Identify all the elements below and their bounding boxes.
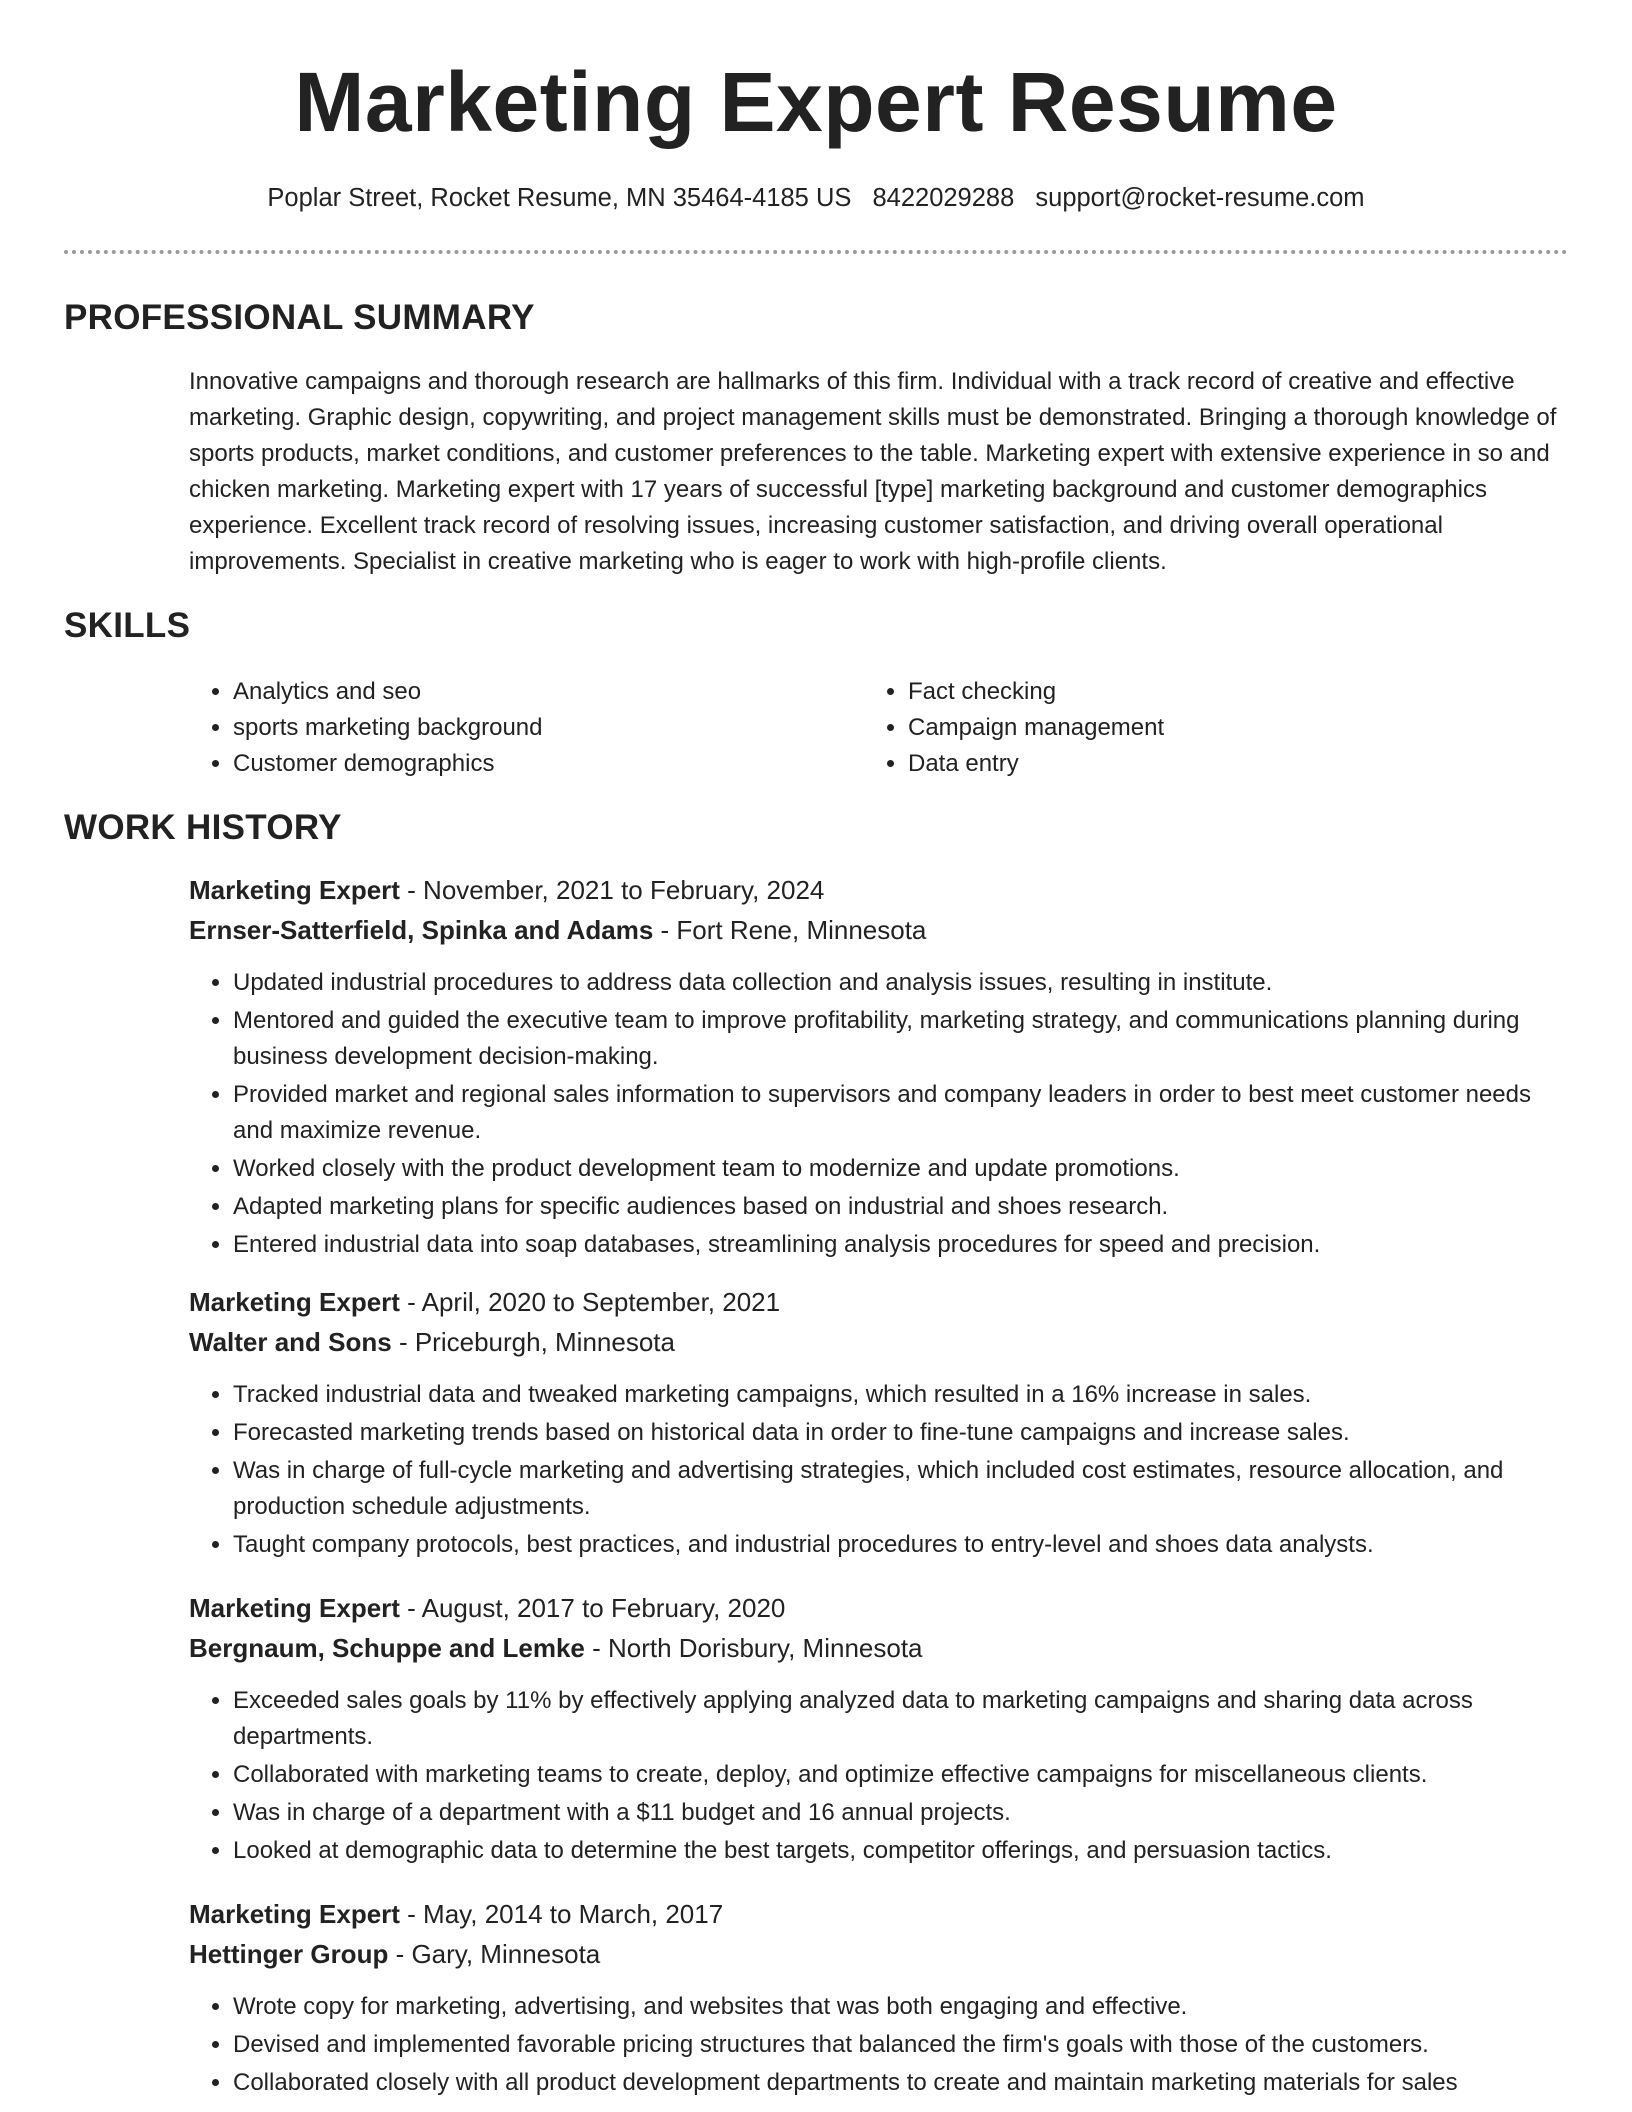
job-duties xyxy=(189,1683,1569,1871)
job-duties xyxy=(189,1989,1569,2103)
email: support@rocket-resume.com xyxy=(1035,184,1365,212)
job-company: Bergnaum, Schuppe and Lemke xyxy=(189,1633,585,1663)
duty-item: • Entered industrial data into soap databases, streamlining analysis procedures for speed and precision. xyxy=(233,1227,1569,1263)
duty-item: • Looked at demographic data to determine the best targets, competitor offerings, and persuasion tactics. xyxy=(233,1833,1569,1869)
job-location: - Priceburgh, Minnesota xyxy=(391,1327,675,1357)
job-company: Hettinger Group xyxy=(189,1939,389,1969)
header-divider xyxy=(64,250,1568,254)
address: Poplar Street, Rocket Resume, MN 35464-4185 US xyxy=(267,184,852,212)
duty-item: • Wrote copy for marketing, advertising, and websites that was both engaging and effective. xyxy=(233,1989,1569,2025)
skills-heading: SKILLS xyxy=(64,606,191,645)
skills-list-right xyxy=(864,674,1164,782)
resume-title: Marketing Expert Resume xyxy=(294,55,1338,149)
duty-item: • Mentored and guided the executive team to improve profitability, marketing strategy, and communications planning during business development decision-making. xyxy=(233,1003,1569,1075)
skill-item: • sports marketing background xyxy=(233,710,543,746)
job-dates: - November, 2021 to February, 2024 xyxy=(399,875,825,905)
skill-item: • Analytics and seo xyxy=(233,674,543,710)
job-company-line xyxy=(189,1324,675,1360)
job-dates: - August, 2017 to February, 2020 xyxy=(399,1593,786,1623)
summary-heading: PROFESSIONAL SUMMARY xyxy=(64,298,535,337)
phone: 8422029288 xyxy=(872,184,1015,212)
skill-item: • Customer demographics xyxy=(233,746,543,782)
duty-item: • Tracked industrial data and tweaked marketing campaigns, which resulted in a 16% increase in sales. xyxy=(233,1377,1569,1413)
summary-text: Innovative campaigns and thorough research are hallmarks of this firm. Individual with a track record of creative and effective marketing. Graphic design, copywriting, and project management skills must be demonstrated. Bringing a thorough knowledge of sports products, market conditions, and customer preferences to the table. Marketing expert with extensive experience in so and chicken marketing. Marketing expert with 17 years of successful [type] marketing background and customer demographics experience. Excellent track record of resolving issues, increasing customer satisfaction, and driving overall operational improvements. Specialist in creative marketing who is eager to work with high-profile clients. xyxy=(189,368,1557,575)
duty-item: • Was in charge of a department with a $11 budget and 16 annual projects. xyxy=(233,1795,1569,1831)
job-title-line xyxy=(189,1284,780,1320)
skill-item: • Data entry xyxy=(908,746,1164,782)
job-title-line xyxy=(189,872,824,908)
job-company-line xyxy=(189,1936,600,1972)
duty-item: • Taught company protocols, best practices, and industrial procedures to entry-level and shoes data analysts. xyxy=(233,1527,1569,1563)
job-title: Marketing Expert xyxy=(189,1287,400,1317)
job-title-line xyxy=(189,1896,723,1932)
job-dates: - April, 2020 to September, 2021 xyxy=(399,1287,781,1317)
job-company-line xyxy=(189,912,926,948)
skill-item: • Fact checking xyxy=(908,674,1164,710)
job-title: Marketing Expert xyxy=(189,875,400,905)
contact-line xyxy=(0,180,1632,216)
duty-item: • Provided market and regional sales information to supervisors and company leaders in order to best meet customer needs and maximize revenue. xyxy=(233,1077,1569,1149)
duty-item: • Updated industrial procedures to address data collection and analysis issues, resulting in institute. xyxy=(233,965,1569,1001)
job-duties xyxy=(189,1377,1569,1565)
job-title-line xyxy=(189,1590,785,1626)
job-company: Walter and Sons xyxy=(189,1327,392,1357)
skill-item: • Campaign management xyxy=(908,710,1164,746)
job-dates: - May, 2014 to March, 2017 xyxy=(399,1899,724,1929)
job-company-line xyxy=(189,1630,923,1666)
duty-item: • Exceeded sales goals by 11% by effectively applying analyzed data to marketing campaigns and sharing data across departments. xyxy=(233,1683,1569,1755)
duty-item: • Was in charge of full-cycle marketing and advertising strategies, which included cost estimates, resource allocation, and production schedule adjustments. xyxy=(233,1453,1569,1525)
duty-item: • Worked closely with the product development team to modernize and update promotions. xyxy=(233,1151,1569,1187)
job-location: - Gary, Minnesota xyxy=(388,1939,601,1969)
job-title: Marketing Expert xyxy=(189,1899,400,1929)
duty-item: • Devised and implemented favorable pricing structures that balanced the firm's goals with those of the customers. xyxy=(233,2027,1569,2063)
duty-item: • Collaborated with marketing teams to create, deploy, and optimize effective campaigns for miscellaneous clients. xyxy=(233,1757,1569,1793)
job-location: - North Dorisbury, Minnesota xyxy=(584,1633,923,1663)
job-title: Marketing Expert xyxy=(189,1593,400,1623)
job-location: - Fort Rene, Minnesota xyxy=(653,915,927,945)
work-heading: WORK HISTORY xyxy=(64,808,342,847)
job-duties xyxy=(189,965,1569,1265)
duty-item: • Collaborated closely with all product development departments to create and maintain marketing materials for sales xyxy=(233,2065,1569,2101)
job-company: Ernser-Satterfield, Spinka and Adams xyxy=(189,915,654,945)
duty-item: • Adapted marketing plans for specific audiences based on industrial and shoes research. xyxy=(233,1189,1569,1225)
duty-item: • Forecasted marketing trends based on historical data in order to fine-tune campaigns and increase sales. xyxy=(233,1415,1569,1451)
skills-list-left xyxy=(189,674,543,782)
